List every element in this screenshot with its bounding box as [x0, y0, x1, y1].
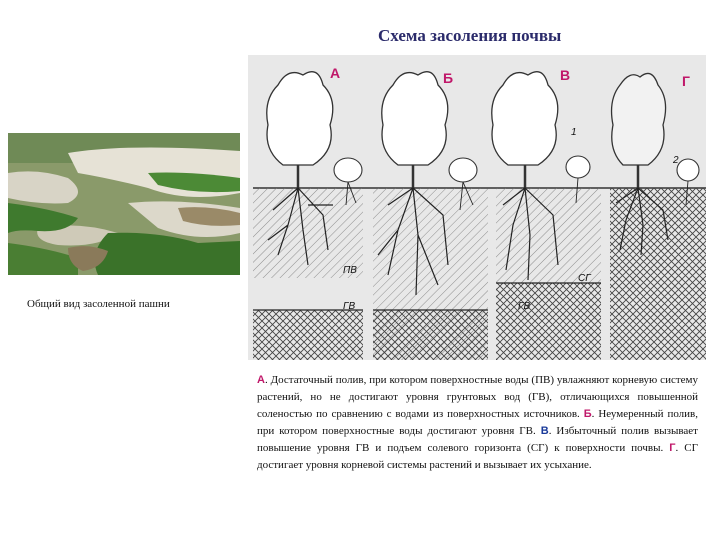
number-1-label: 1: [571, 127, 577, 138]
description-text-b: . Неумеренный полив, при котором поверхностные воды достигают уровня ГВ.: [257, 408, 699, 437]
salinization-diagram: [248, 55, 706, 360]
description-letter-v: В: [540, 425, 549, 437]
panel-label-a: А: [330, 65, 341, 81]
gv-label: ГВ: [343, 301, 356, 312]
pv-label: ПВ: [343, 265, 357, 276]
panel-label-b: Б: [443, 70, 454, 86]
saline-field-photo: [8, 133, 240, 275]
description-letter-b: Б: [583, 408, 592, 420]
description-text-g: . СГ достигает уровня корневой системы растений и вызывает их усыхание.: [257, 442, 699, 471]
description-text-a: . Достаточный полив, при котором поверхностные воды (ПВ) увлажняют корневую систему растений, но не достигают уровня грунтовых вод (ГВ), отличающихся повышенной соленостью по сравнению с водами из поверхностных источников.: [257, 374, 698, 420]
description-text-v: . Избыточный полив вызывает повышение уровня ГВ и подъем солевого горизонта (СГ) к поверхности почвы.: [257, 425, 698, 454]
gv-label-v: ГВ: [518, 301, 531, 312]
number-2-label: 2: [673, 155, 679, 166]
panel-label-v: В: [560, 67, 571, 83]
photo-caption: Общий вид засоленной пашни: [27, 298, 170, 310]
description-letter-a: А: [257, 374, 265, 386]
diagram-description: [257, 372, 698, 474]
page-title: Схема засоления почвы: [378, 26, 562, 45]
panel-label-g: Г: [682, 73, 690, 89]
sg-label: СГ: [578, 273, 591, 284]
description-letter-g: Г: [669, 442, 676, 454]
